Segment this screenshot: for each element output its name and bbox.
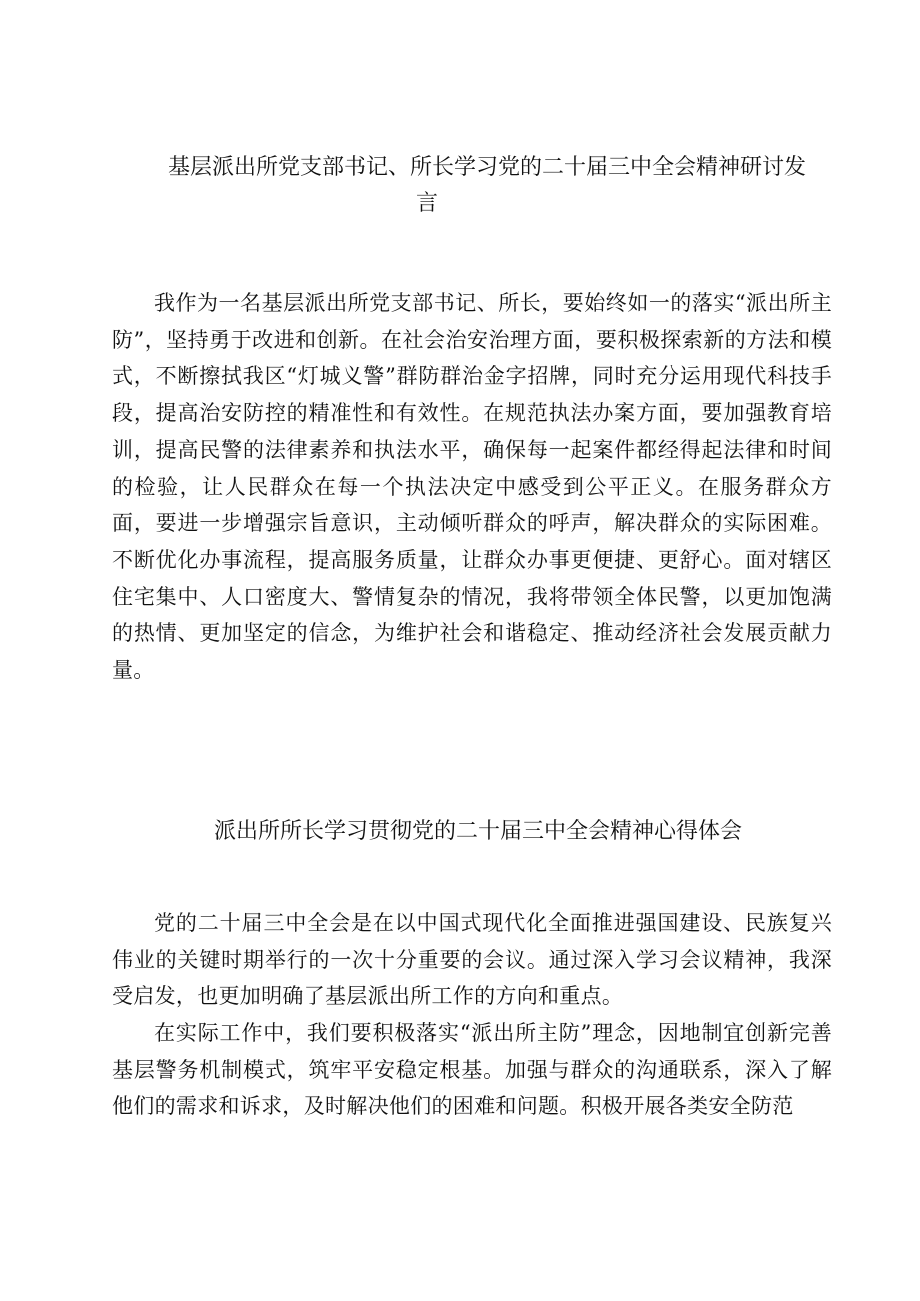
section1-paragraph: 我作为一名基层派出所党支部书记、所长，要始终如一的落实“派出所主防”，坚持勇于改进和创新。在社会治安治理方面，要积极探索新的方法和模式，不断擦拭我区“灯城义警”群防群治金字招牌，同时充分运用现代科技手段，提高治安防控的精准性和有效性。在规范执法办案方面，要加强教育培训，提高民警的法律素养和执法水平，确保每一起案件都经得起法律和时间的检验，让人民群众在每一个执法决定中感受到公平正义。在服务群众方面，要进一步增强宗旨意识，主动倾听群众的呼声，解决群众的实际困难。不断优化办事流程，提高服务质量，让群众办事更便捷、更舒心。面对辖区住宅集中、人口密度大、警情复杂的情况，我将带领全体民警，以更加饱满的热情、更加坚定的信念，为维护社会和谐稳定、推动经济社会发展贡献力量。 xyxy=(112,291,832,683)
section2-paragraph-1: 党的二十届三中全会是在以中国式现代化全面推进强国建设、民族复兴伟业的关键时期举行的一次十分重要的会议。通过深入学习会议精神，我深受启发，也更加明确了基层派出所工作的方向和重点。 xyxy=(112,911,832,1009)
section1-title-line2: 言 xyxy=(416,191,439,216)
section1-title xyxy=(168,150,848,222)
section2-paragraph-2: 在实际工作中，我们要积极落实“派出所主防”理念，因地制宜创新完善基层警务机制模式，筑牢平安稳定根基。加强与群众的沟通联系，深入了解他们的需求和诉求，及时解决他们的困难和问题。积极开展各类安全防范 xyxy=(112,1021,832,1119)
section2-title: 派出所所长学习贯彻党的二十届三中全会精神心得体会 xyxy=(213,819,742,844)
section1-title-line1: 基层派出所党支部书记、所长学习党的二十届三中全会精神研讨发 xyxy=(168,155,807,180)
